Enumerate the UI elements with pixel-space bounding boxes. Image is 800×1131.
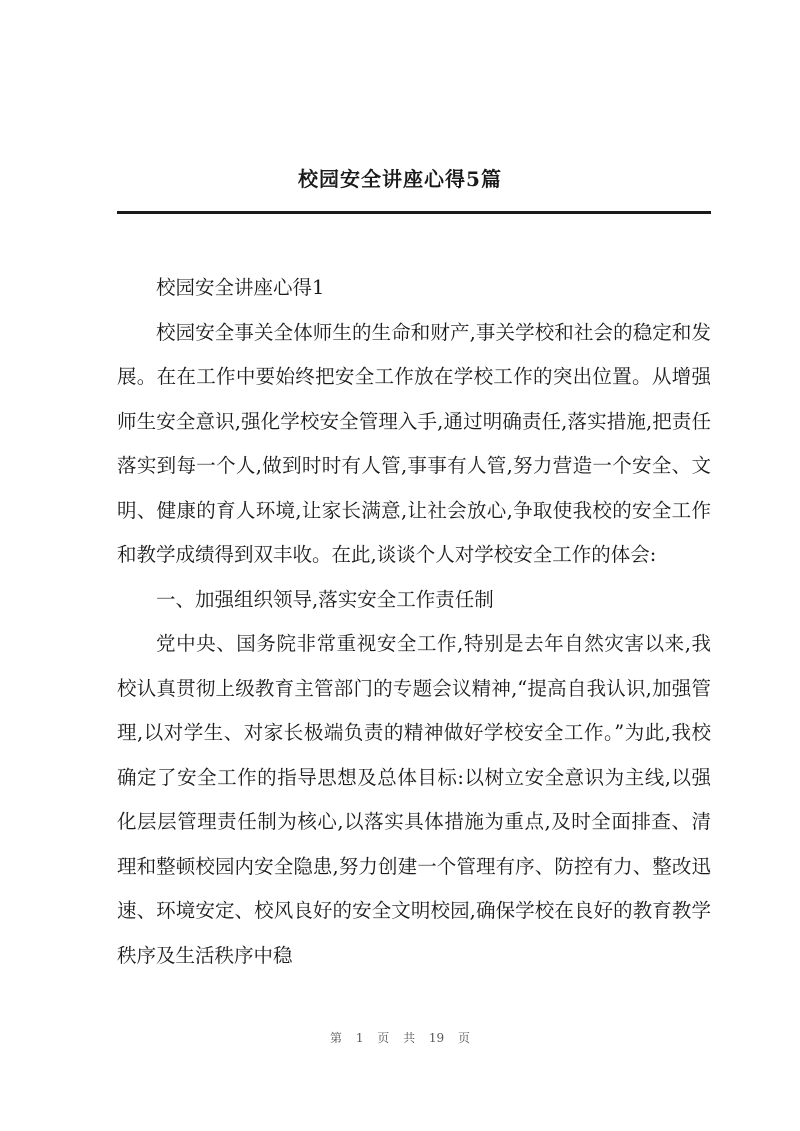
body-paragraph: 校园安全事关全体师生的生命和财产,事关学校和社会的稳定和发展。在在工作中要始终把安全工作放在学校工作的突出位置。从增强师生安全意识,强化学校安全管理入手,通过明确责任,落实措施,把责任落实到每一个人,做到时时有人管,事事有人管,努力营造一个安全、文明、健康的育人环境,让家长满意,让社会放心,争取使我校的安全工作和教学成绩得到双丰收。在此,谈谈个人对学校安全工作的体会:: [117, 320, 711, 566]
document-title: 校园安全讲座心得5篇: [298, 167, 502, 191]
section-heading: 校园安全讲座心得1: [156, 276, 325, 299]
document-body: [117, 266, 711, 978]
body-paragraph: 党中央、国务院非常重视安全工作,特别是去年自然灾害以来,我校认真贯彻上级教育主管部门的专题会议精神,“提高自我认识,加强管理,以对学生、对家长极端负责的精神做好学校安全工作。”为此,我校确定了安全工作的指导思想及总体目标:以树立安全意识为主线,以强化层层管理责任制为核心,以落实具体措施为重点,及时全面排查、清理和整顿校园内安全隐患,努力创建一个管理有序、防控有力、整改迅速、环境安定、校风良好的安全文明校园,确保学校在良好的教育教学秩序及生活秩序中稳: [117, 632, 711, 967]
title-underline-rule: [117, 211, 711, 214]
page-number-footer: 第 1 页 共 19 页: [330, 1031, 470, 1045]
subsection-heading: 一、加强组织领导,落实安全工作责任制: [156, 587, 494, 611]
